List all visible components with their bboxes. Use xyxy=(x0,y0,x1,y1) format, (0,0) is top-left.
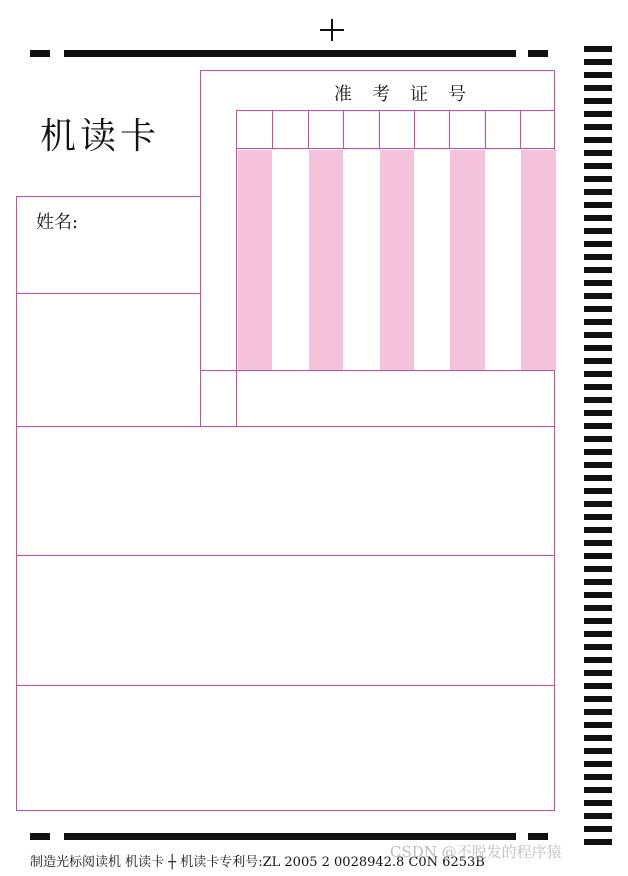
card-title: 机读卡 xyxy=(40,116,161,157)
ticket-column-shade xyxy=(309,150,343,370)
divider-boxes xyxy=(236,148,555,149)
timing-mark xyxy=(584,670,612,676)
footer-text: 制造光标阅读机 机读卡 ┼ 机读卡专利号:ZL 2005 2 0028942.8 C0N 6253B xyxy=(30,855,485,870)
ticket-column-shade xyxy=(450,150,484,370)
timing-mark xyxy=(584,774,612,780)
timing-mark xyxy=(584,98,612,104)
ticket-input-box[interactable] xyxy=(520,111,555,148)
timing-mark xyxy=(584,748,612,754)
timing-mark xyxy=(584,202,612,208)
timing-mark xyxy=(584,150,612,156)
divider-q1 xyxy=(16,426,555,427)
timing-mark xyxy=(584,540,612,546)
ticket-input-box[interactable] xyxy=(308,111,343,148)
timing-mark xyxy=(584,592,612,598)
ticket-input-box[interactable] xyxy=(343,111,378,148)
frame-left-upper xyxy=(200,70,201,196)
timing-mark xyxy=(584,163,612,169)
bottom-mark-right xyxy=(528,833,548,840)
top-mark-left xyxy=(30,50,50,57)
ticket-input-box[interactable] xyxy=(237,111,272,148)
timing-mark xyxy=(584,306,612,312)
timing-mark xyxy=(584,735,612,741)
divider-q2 xyxy=(16,555,555,556)
timing-mark xyxy=(584,644,612,650)
timing-mark xyxy=(584,605,612,611)
top-mark-right xyxy=(528,50,548,57)
timing-mark xyxy=(584,813,612,819)
timing-mark xyxy=(584,46,612,52)
timing-mark xyxy=(584,696,612,702)
ticket-column-shade xyxy=(521,150,555,370)
frame-bottom xyxy=(16,810,555,811)
timing-mark xyxy=(584,657,612,663)
timing-mark xyxy=(584,462,612,468)
timing-mark xyxy=(584,85,612,91)
timing-mark xyxy=(584,384,612,390)
timing-mark xyxy=(584,371,612,377)
divider-q3 xyxy=(16,685,555,686)
frame-name-top xyxy=(16,196,201,197)
timing-mark xyxy=(584,254,612,260)
timing-mark xyxy=(584,293,612,299)
timing-mark xyxy=(584,527,612,533)
timing-mark xyxy=(584,449,612,455)
divider-name xyxy=(16,293,201,294)
timing-mark xyxy=(584,566,612,572)
timing-mark xyxy=(584,709,612,715)
bottom-bar xyxy=(64,833,516,840)
frame-left-lower xyxy=(16,196,17,810)
watermark: CSDN @不脱发的程序猿 xyxy=(390,843,562,861)
ticket-input-box[interactable] xyxy=(485,111,520,148)
timing-mark xyxy=(584,618,612,624)
timing-mark xyxy=(584,410,612,416)
divider-ticket-left xyxy=(236,110,237,426)
timing-mark xyxy=(584,241,612,247)
timing-mark xyxy=(584,176,612,182)
timing-mark xyxy=(584,124,612,130)
timing-mark xyxy=(584,345,612,351)
timing-mark xyxy=(584,228,612,234)
timing-mark xyxy=(584,826,612,832)
timing-mark xyxy=(584,215,612,221)
ticket-input-box[interactable] xyxy=(272,111,307,148)
divider-subject xyxy=(200,370,555,371)
name-label: 姓名: xyxy=(36,212,79,233)
timing-mark xyxy=(584,722,612,728)
timing-mark xyxy=(584,280,612,286)
timing-mark xyxy=(584,553,612,559)
ticket-column-shade xyxy=(238,150,272,370)
top-crosshair-h xyxy=(320,29,344,31)
timing-mark xyxy=(584,358,612,364)
timing-mark xyxy=(584,111,612,117)
timing-mark xyxy=(584,267,612,273)
top-bar xyxy=(64,50,516,57)
divider-type-col xyxy=(200,196,201,426)
bottom-mark-left xyxy=(30,833,50,840)
timing-mark xyxy=(584,787,612,793)
frame-top-right xyxy=(200,70,555,71)
ticket-input-box[interactable] xyxy=(449,111,484,148)
timing-mark xyxy=(584,475,612,481)
timing-mark xyxy=(584,332,612,338)
timing-mark xyxy=(584,683,612,689)
timing-mark xyxy=(584,800,612,806)
timing-mark xyxy=(584,579,612,585)
timing-mark xyxy=(584,189,612,195)
timing-mark xyxy=(584,397,612,403)
timing-mark xyxy=(584,514,612,520)
timing-mark xyxy=(584,631,612,637)
ticket-input-box[interactable] xyxy=(379,111,414,148)
timing-mark xyxy=(584,319,612,325)
timing-mark xyxy=(584,137,612,143)
timing-mark xyxy=(584,488,612,494)
timing-mark xyxy=(584,761,612,767)
ticket-column-shade xyxy=(380,150,414,370)
timing-mark xyxy=(584,423,612,429)
timing-mark xyxy=(584,436,612,442)
timing-mark xyxy=(584,72,612,78)
timing-mark xyxy=(584,501,612,507)
timing-mark xyxy=(584,839,612,845)
timing-mark xyxy=(584,59,612,65)
ticket-input-box[interactable] xyxy=(414,111,449,148)
ticket-header: 准考证号 xyxy=(334,84,486,105)
